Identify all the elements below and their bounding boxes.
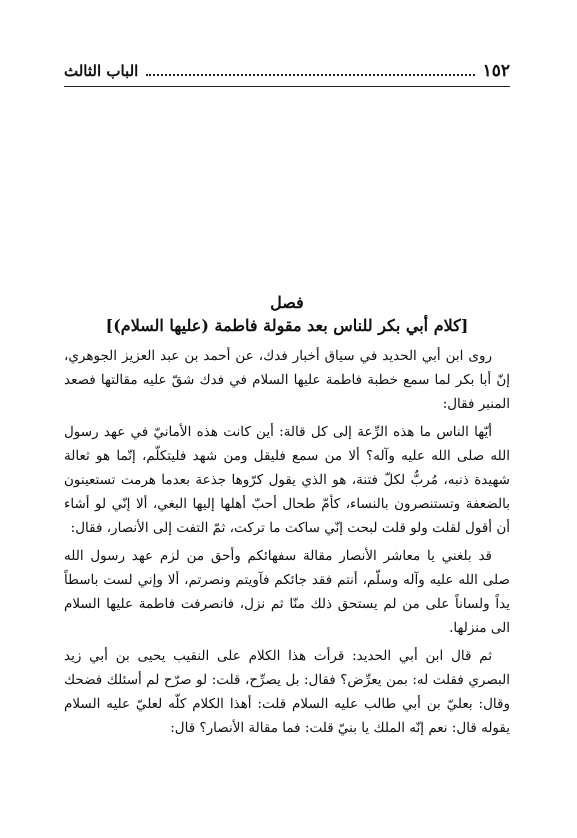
chapter-title: الباب الثالث (64, 62, 139, 80)
section-title-block (64, 292, 510, 338)
header-dot-leader (146, 74, 474, 76)
section-heading: [كلام أبي بكر للناس بعد مقولة فاطمة (عليها السلام)] (105, 316, 469, 335)
header-row (64, 58, 510, 84)
paragraph-commentary: ثم قال ابن أبي الحديد: قرأت هذا الكلام على النقيب يحيى بن أبي زيد البصري فقلت له: بمن يعرِّض؟ فقال: بل يصرِّح، قلت: لو صرّح لم أسئلك فضحك وقال: بعليّ بن أبي طالب عليه السلام قلت: أهذا الكلام كلّه لعليّ عليه السلام يقوله قال: نعم إنّه الملك يا بنيّ قلت: فما مقالة الأنصار؟ قال: (64, 648, 510, 736)
body-text (64, 344, 510, 744)
paragraph-intro: روى ابن أبي الحديد في سياق أخبار فدك، عن أحمد بن عبد العزيز الجوهري، إنّ أبا بكر لما سمع خطبة فاطمة عليها السلام في فدك شقّ عليه مقالتها فصعد المنبر فقال: (64, 348, 510, 412)
header-rule (64, 86, 510, 87)
page-header (64, 58, 510, 87)
paragraph-speech: أيّها الناس ما هذه الرِّعة إلى كل قالة: أين كانت هذه الأمانيّ في عهد رسول الله صلى الله عليه وآله؟ ألا من سمع فليقل ومن شهد فليتكلّم، إنّما هو ثعالة شهيدة ذنبه، مُربٌّ لكلّ فتنة، هو الذي يقول كرّوها جذعة بعدما هرمت تستعينون بالضعفة وتستنصرون بالنساء، كأمّ طحال أحبّ أهلها إليها البغي، ألا إنّي لو أشاء أن أقول لقلت ولو قلت لبحت إنّي ساكت ما تركت، ثمّ التفت إلى الأنصار، فقال: (64, 424, 510, 536)
paragraph-ansar: قد بلغني يا معاشر الأنصار مقالة سفهائكم وأحق من لزم عهد رسول الله صلى الله عليه وآله وسلّم، أنتم فقد جائكم فآويتم ونصرتم، ألا وإني لست باسطاً يداً ولساناً على من لم يستحق ذلك منّا ثم نزل، فانصرفت فاطمة عليها السلام الى منزلها. (64, 548, 510, 636)
page-number: ١٥٢ (482, 61, 510, 81)
section-label: فصل (270, 293, 304, 312)
